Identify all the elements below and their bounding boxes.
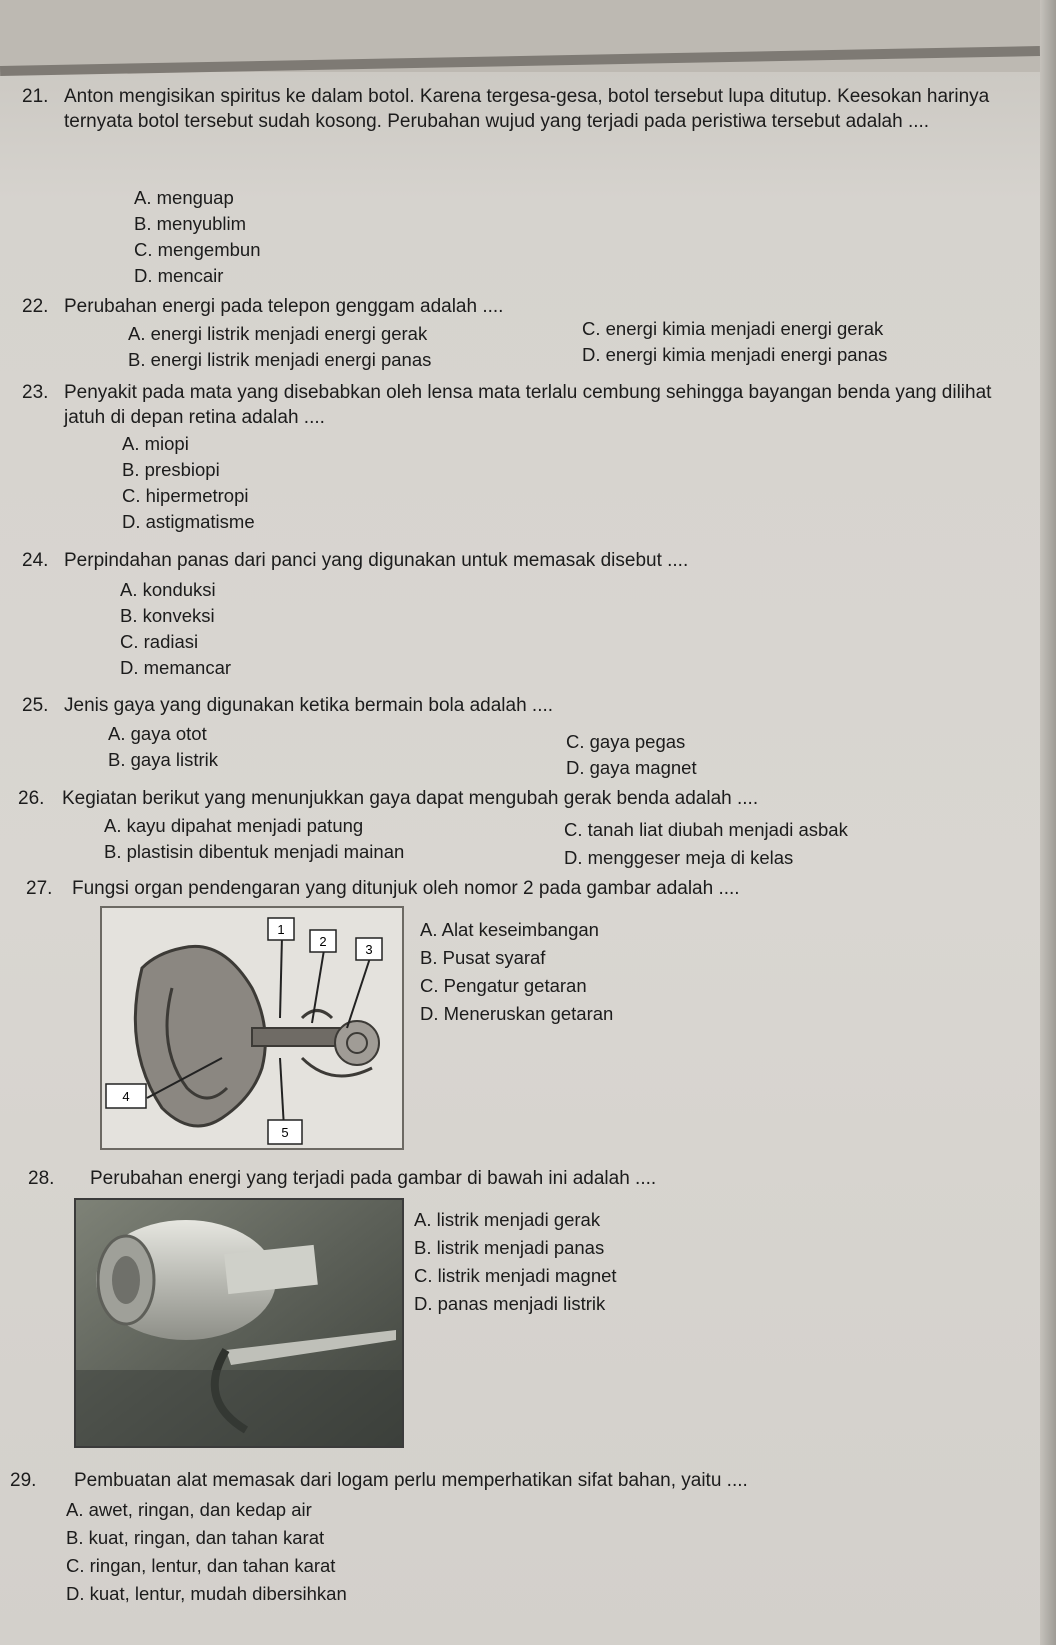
option-25-d[interactable]: D. gaya magnet [566, 757, 697, 778]
option-23-a[interactable]: A. miopi [122, 433, 189, 454]
label-5 [268, 1120, 302, 1144]
option-22-d[interactable]: D. energi kimia menjadi energi panas [582, 344, 888, 365]
question-25-stem: Jenis gaya yang digunakan ketika bermain bola adalah .... [64, 695, 554, 716]
question-number: 21. [22, 86, 49, 107]
option-26-c[interactable]: C. tanah liat diubah menjadi asbak [564, 819, 848, 840]
label-2 [310, 930, 336, 952]
question-27-stem: Fungsi organ pendengaran yang ditunjuk oleh nomor 2 pada gambar adalah .... [72, 878, 740, 899]
option-27-c[interactable]: C. Pengatur getaran [420, 975, 587, 996]
label-3 [356, 938, 382, 960]
question-28-number: 28. [28, 1168, 55, 1189]
option-23-b[interactable]: B. presbiopi [122, 459, 220, 480]
option-26-b[interactable]: B. plastisin dibentuk menjadi mainan [104, 841, 405, 862]
option-28-a[interactable]: A. listrik menjadi gerak [414, 1209, 601, 1230]
question-28-stem: Perubahan energi yang terjadi pada gambar di bawah ini adalah .... [90, 1168, 657, 1189]
option-27-b[interactable]: B. Pusat syaraf [420, 947, 546, 968]
hair-dryer-photo [74, 1198, 404, 1448]
option-29-d[interactable]: D. kuat, lentur, mudah dibersihkan [66, 1583, 347, 1604]
question-24-stem: Perpindahan panas dari panci yang digunakan untuk memasak disebut .... [64, 550, 689, 571]
question-27-number: 27. [26, 878, 53, 899]
option-22-b[interactable]: B. energi listrik menjadi energi panas [128, 349, 432, 370]
option-21-b[interactable]: B. menyublim [134, 213, 247, 234]
option-21-c[interactable]: C. mengembun [134, 239, 261, 260]
option-29-a[interactable]: A. awet, ringan, dan kedap air [66, 1499, 312, 1520]
svg-text:1: 1 [277, 922, 285, 937]
option-27-a[interactable]: A. Alat keseimbangan [420, 919, 599, 940]
option-24-b[interactable]: B. konveksi [120, 605, 215, 626]
option-27-d[interactable]: D. Meneruskan getaran [420, 1003, 614, 1024]
question-26-stem: Kegiatan berikut yang menunjukkan gaya dapat mengubah gerak benda adalah .... [62, 788, 759, 809]
svg-text:3: 3 [365, 942, 373, 957]
page-edge [1040, 0, 1056, 1645]
option-22-a[interactable]: A. energi listrik menjadi energi gerak [128, 323, 428, 344]
option-25-c[interactable]: C. gaya pegas [566, 731, 686, 752]
question-22-number: 22. [22, 296, 49, 317]
question-23-number: 23. [22, 382, 49, 403]
option-23-c[interactable]: C. hipermetropi [122, 485, 249, 506]
option-25-b[interactable]: B. gaya listrik [108, 749, 219, 770]
option-21-a[interactable]: A. menguap [134, 187, 234, 208]
option-24-a[interactable]: A. konduksi [120, 579, 216, 600]
option-28-d[interactable]: D. panas menjadi listrik [414, 1293, 606, 1314]
question-25-number: 25. [22, 695, 49, 716]
option-22-c[interactable]: C. energi kimia menjadi energi gerak [582, 318, 884, 339]
question-29-number: 29. [10, 1470, 37, 1491]
option-25-a[interactable]: A. gaya otot [108, 723, 207, 744]
svg-text:2: 2 [319, 934, 327, 949]
option-24-d[interactable]: D. memancar [120, 657, 232, 678]
option-24-c[interactable]: C. radiasi [120, 631, 199, 652]
option-28-c[interactable]: C. listrik menjadi magnet [414, 1265, 617, 1286]
ear-illustration [102, 908, 402, 1148]
option-28-b[interactable]: B. listrik menjadi panas [414, 1237, 605, 1258]
ear-diagram [100, 906, 404, 1150]
svg-text:5: 5 [281, 1125, 289, 1140]
question-23-stem: Penyakit pada mata yang disebabkan oleh lensa mata terlalu cembung sehingga bayangan benda yang dilihat jatuh di depan retina adalah .... [64, 382, 992, 428]
option-21-d[interactable]: D. mencair [134, 265, 224, 286]
svg-text:4: 4 [122, 1089, 130, 1104]
label-4 [106, 1084, 146, 1108]
label-1 [268, 918, 294, 940]
question-24-number: 24. [22, 550, 49, 571]
question-29-stem: Pembuatan alat memasak dari logam perlu memperhatikan sifat bahan, yaitu .... [74, 1470, 748, 1491]
option-23-d[interactable]: D. astigmatisme [122, 511, 255, 532]
option-26-a[interactable]: A. kayu dipahat menjadi patung [104, 815, 364, 836]
question-21-stem [64, 84, 1024, 134]
option-29-c[interactable]: C. ringan, lentur, dan tahan karat [66, 1555, 336, 1576]
question-26-number: 26. [18, 788, 45, 809]
question-22-stem: Perubahan energi pada telepon genggam adalah .... [64, 296, 504, 317]
question-stem: Anton mengisikan spiritus ke dalam botol. Karena tergesa-gesa, botol tersebut lupa ditutup. Keesokan harinya ternyata botol tersebut sudah kosong. Perubahan wujud yang terjadi pada peristiwa tersebut adalah .... [64, 86, 990, 132]
option-29-b[interactable]: B. kuat, ringan, dan tahan karat [66, 1527, 325, 1548]
hair-dryer-image [76, 1200, 402, 1446]
option-26-d[interactable]: D. menggeser meja di kelas [564, 847, 794, 868]
